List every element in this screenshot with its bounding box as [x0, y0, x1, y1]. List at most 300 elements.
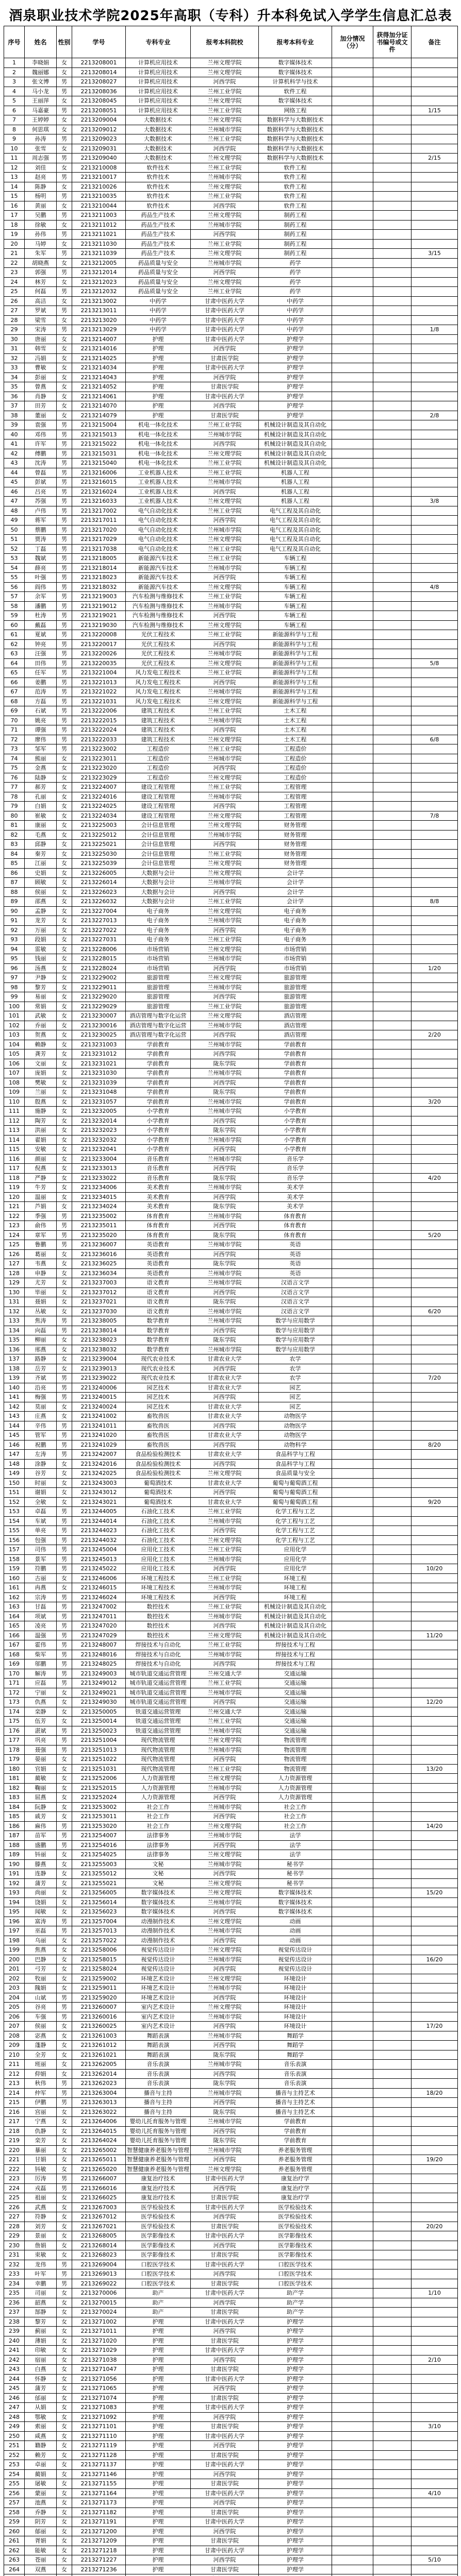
table-row	[4, 525, 458, 535]
table-row	[4, 1698, 458, 1707]
cell-certificate	[373, 392, 411, 401]
cell-target-university: 兰州工业学院	[191, 668, 259, 678]
cell-remarks	[411, 878, 458, 888]
cell-name: 黎芳	[25, 982, 57, 992]
cell-bonus-points	[332, 582, 373, 592]
cell-name: 熊丽	[25, 754, 57, 764]
cell-target-major: 学前教育	[259, 1078, 332, 1088]
cell-student-id: 2213270006	[72, 2289, 126, 2298]
cell-target-major: 音乐学	[259, 1164, 332, 1174]
cell-bonus-points	[332, 506, 373, 516]
table-row	[4, 1745, 458, 1755]
cell-college-major: 护理	[126, 2517, 191, 2527]
cell-gender: 女	[57, 1002, 72, 1011]
cell-college-major: 护理	[126, 2460, 191, 2470]
cell-college-major: 工程造价	[126, 764, 191, 773]
cell-target-major: 数学与应用数学	[259, 1335, 332, 1345]
cell-name: 仰娟	[25, 2069, 57, 2079]
cell-certificate	[373, 697, 411, 706]
cell-gender: 男	[57, 87, 72, 96]
cell-name: 怀静	[25, 2374, 57, 2384]
cell-certificate	[373, 1745, 411, 1755]
cell-target-university: 甘肃医学院	[191, 2393, 259, 2403]
cell-target-major: 车辆工程	[259, 554, 332, 564]
cell-index: 108	[4, 1078, 25, 1088]
cell-name: 苏强	[25, 497, 57, 506]
cell-gender: 女	[57, 2555, 72, 2565]
cell-remarks	[411, 944, 458, 954]
cell-student-id: 2213244014	[72, 1516, 126, 1526]
cell-student-id: 2213271218	[72, 2546, 126, 2555]
cell-college-major: 现代物流管理	[126, 1764, 191, 1774]
cell-student-id: 2213246024	[72, 1592, 126, 1602]
cell-target-major: 电气工程及其自动化	[259, 544, 332, 554]
cell-remarks	[411, 1535, 458, 1545]
cell-name: 蒋军	[25, 516, 57, 526]
cell-target-university: 河西学院	[191, 1755, 259, 1765]
cell-student-id: 2213251022	[72, 1755, 126, 1765]
cell-remarks: 2/10	[411, 2355, 458, 2365]
cell-target-major: 护理学	[259, 2517, 332, 2527]
cell-name: 温丽	[25, 1192, 57, 1202]
cell-student-id: 2213258006	[72, 1945, 126, 1955]
cell-remarks	[411, 706, 458, 716]
cell-remarks: 9/20	[411, 1497, 458, 1507]
table-row	[4, 2098, 458, 2108]
cell-index: 237	[4, 2308, 25, 2317]
cell-target-major: 助产学	[259, 2289, 332, 2298]
cell-target-major: 财务管理	[259, 849, 332, 859]
cell-name: 文丽	[25, 1059, 57, 1069]
cell-bonus-points	[332, 1535, 373, 1545]
cell-remarks	[411, 2241, 458, 2250]
cell-college-major: 建设工程管理	[126, 811, 191, 821]
table-row	[4, 1573, 458, 1583]
cell-target-university: 河西学院	[191, 639, 259, 649]
cell-target-university: 兰州工业学院	[191, 935, 259, 945]
cell-target-university: 甘肃医学院	[191, 411, 259, 420]
cell-bonus-points	[332, 1335, 373, 1345]
cell-gender: 女	[57, 1802, 72, 1812]
cell-certificate	[373, 897, 411, 907]
table-row	[4, 1945, 458, 1955]
cell-college-major: 畜牧兽医	[126, 1440, 191, 1450]
cell-gender: 女	[57, 392, 72, 401]
cell-name: 崔敏	[25, 811, 57, 821]
cell-remarks	[411, 277, 458, 287]
cell-name: 弓芳	[25, 1964, 57, 1974]
table-row	[4, 649, 458, 659]
cell-target-major: 化学工程与工艺	[259, 1516, 332, 1526]
cell-remarks	[411, 1793, 458, 1803]
cell-college-major: 软件技术	[126, 201, 191, 211]
cell-name: 董丽	[25, 411, 57, 420]
table-row	[4, 868, 458, 878]
cell-student-id: 2213209040	[72, 154, 126, 163]
cell-index: 149	[4, 1469, 25, 1479]
cell-student-id: 2213233022	[72, 1173, 126, 1183]
cell-target-major: 制药工程	[259, 230, 332, 240]
cell-name: 鲁鹏	[25, 1240, 57, 1250]
cell-gender: 女	[57, 754, 72, 764]
cell-target-major: 小学教育	[259, 1135, 332, 1145]
cell-gender: 女	[57, 1287, 72, 1297]
cell-college-major: 工程造价	[126, 773, 191, 783]
cell-index: 231	[4, 2250, 25, 2260]
cell-student-id: 2213218005	[72, 554, 126, 564]
cell-index: 56	[4, 582, 25, 592]
cell-target-university: 兰州文理学院	[191, 497, 259, 506]
cell-target-major: 新能源科学与工程	[259, 677, 332, 687]
cell-target-major: 电气工程及其自动化	[259, 506, 332, 516]
cell-bonus-points	[332, 897, 373, 907]
cell-gender: 女	[57, 963, 72, 973]
cell-index: 65	[4, 668, 25, 678]
cell-name: 白燕	[25, 2365, 57, 2375]
cell-index: 11	[4, 154, 25, 163]
cell-bonus-points	[332, 173, 373, 182]
cell-remarks	[411, 1240, 458, 1250]
cell-target-university: 兰州文理学院	[191, 735, 259, 744]
cell-name: 唐丽	[25, 334, 57, 344]
cell-name: 李晓娟	[25, 58, 57, 68]
cell-college-major: 机电一体化技术	[126, 459, 191, 468]
cell-index: 123	[4, 1221, 25, 1231]
cell-student-id: 2213236007	[72, 1240, 126, 1250]
cell-college-major: 英语教育	[126, 1268, 191, 1278]
cell-college-major: 大数据与会计	[126, 878, 191, 888]
cell-target-major: 酒店管理	[259, 1021, 332, 1030]
cell-certificate	[373, 211, 411, 221]
cell-index: 2	[4, 67, 25, 77]
cell-index: 145	[4, 1431, 25, 1440]
cell-index: 74	[4, 754, 25, 764]
cell-bonus-points	[332, 1478, 373, 1488]
cell-bonus-points	[332, 1287, 373, 1297]
cell-gender: 女	[57, 115, 72, 125]
cell-index: 232	[4, 2260, 25, 2269]
cell-remarks: 13/20	[411, 1764, 458, 1774]
cell-certificate	[373, 1669, 411, 1679]
table-row	[4, 1030, 458, 1040]
cell-name: 胡晓燕	[25, 258, 57, 268]
table-row	[4, 2565, 458, 2574]
cell-college-major: 软件技术	[126, 192, 191, 201]
cell-name: 白娟	[25, 802, 57, 811]
cell-name: 官娟	[25, 1764, 57, 1774]
cell-index: 78	[4, 792, 25, 802]
cell-student-id: 2213230007	[72, 1011, 126, 1021]
table-row	[4, 1936, 458, 1945]
cell-target-major: 播音与主持艺术	[259, 2088, 332, 2098]
cell-target-major: 工程管理	[259, 802, 332, 811]
cell-target-university: 兰州工业学院	[191, 1640, 259, 1650]
cell-college-major: 音乐教育	[126, 1154, 191, 1164]
cell-college-major: 软件技术	[126, 182, 191, 192]
table-row	[4, 1583, 458, 1593]
cell-remarks	[411, 459, 458, 468]
cell-gender: 女	[57, 1717, 72, 1726]
cell-index: 124	[4, 1230, 25, 1240]
cell-bonus-points	[332, 1669, 373, 1679]
cell-index: 115	[4, 1145, 25, 1155]
cell-index: 113	[4, 1126, 25, 1136]
cell-target-university: 甘肃农业大学	[191, 1450, 259, 1460]
cell-college-major: 护理	[126, 2422, 191, 2432]
cell-target-university: 河西学院	[191, 201, 259, 211]
cell-certificate	[373, 1126, 411, 1136]
cell-remarks	[411, 1907, 458, 1917]
cell-target-university: 兰州文理学院	[191, 973, 259, 983]
cell-gender: 女	[57, 906, 72, 916]
cell-target-university: 陇东学院	[191, 1059, 259, 1069]
cell-name: 仇静	[25, 2126, 57, 2136]
cell-name: 戴磊	[25, 620, 57, 630]
cell-college-major: 食品检验检测技术	[126, 1469, 191, 1479]
cell-student-id: 2213218014	[72, 563, 126, 573]
cell-target-major: 护理学	[259, 2393, 332, 2403]
cell-gender: 女	[57, 258, 72, 268]
cell-name: 郭强	[25, 268, 57, 278]
cell-certificate	[373, 1516, 411, 1526]
cell-index: 170	[4, 1669, 25, 1679]
cell-bonus-points	[332, 2527, 373, 2536]
cell-certificate	[373, 1831, 411, 1841]
cell-gender: 男	[57, 1993, 72, 2003]
cell-index: 210	[4, 2050, 25, 2060]
cell-bonus-points	[332, 783, 373, 792]
cell-certificate	[373, 163, 411, 173]
cell-gender: 男	[57, 430, 72, 439]
cell-certificate	[373, 1583, 411, 1593]
cell-remarks	[411, 2250, 458, 2260]
cell-target-university: 兰州城市学院	[191, 1926, 259, 1936]
cell-college-major: 数学教育	[126, 1326, 191, 1335]
cell-remarks	[411, 144, 458, 154]
cell-bonus-points	[332, 1259, 373, 1269]
cell-index: 200	[4, 1955, 25, 1964]
cell-certificate	[373, 620, 411, 630]
cell-bonus-points	[332, 2136, 373, 2146]
cell-name: 印敏	[25, 2346, 57, 2355]
table-row	[4, 58, 458, 68]
cell-bonus-points	[332, 1221, 373, 1231]
cell-student-id: 2213236025	[72, 1259, 126, 1269]
cell-college-major: 食品检验检测技术	[126, 1450, 191, 1460]
cell-target-major: 数字媒体技术	[259, 1888, 332, 1898]
cell-index: 48	[4, 506, 25, 516]
cell-student-id: 2213247002	[72, 1602, 126, 1612]
cell-gender: 女	[57, 925, 72, 935]
cell-name: 宁燕	[25, 2117, 57, 2127]
cell-index: 7	[4, 115, 25, 125]
cell-certificate	[373, 1364, 411, 1374]
cell-target-major: 汉语言文学	[259, 1307, 332, 1316]
cell-bonus-points	[332, 1774, 373, 1784]
cell-college-major: 社会工作	[126, 1802, 191, 1812]
cell-college-major: 药品质量与安全	[126, 258, 191, 268]
cell-remarks	[411, 2431, 458, 2441]
cell-remarks	[411, 1679, 458, 1688]
cell-gender: 男	[57, 735, 72, 744]
cell-target-major: 护理学	[259, 2431, 332, 2441]
cell-student-id: 2213209012	[72, 125, 126, 134]
cell-target-major: 机器人工程	[259, 478, 332, 487]
cell-index: 202	[4, 1974, 25, 1984]
cell-certificate	[373, 639, 411, 649]
cell-index: 57	[4, 592, 25, 602]
cell-gender: 女	[57, 201, 72, 211]
cell-student-id: 2213271119	[72, 2441, 126, 2451]
cell-remarks	[411, 1936, 458, 1945]
cell-index: 61	[4, 630, 25, 640]
cell-target-major: 农学	[259, 1364, 332, 1374]
cell-student-id: 2213224025	[72, 802, 126, 811]
table-row	[4, 830, 458, 840]
cell-college-major: 学前教育	[126, 1040, 191, 1049]
cell-college-major: 现代物流管理	[126, 1755, 191, 1765]
cell-target-major: 口腔医学技术	[259, 2279, 332, 2289]
cell-remarks	[411, 2279, 458, 2289]
cell-bonus-points	[332, 1202, 373, 1212]
cell-college-major: 智慧健康养老服务与管理	[126, 2164, 191, 2174]
cell-name: 双燕	[25, 2565, 57, 2574]
cell-bonus-points	[332, 1888, 373, 1898]
cell-name: 班丽	[25, 2060, 57, 2070]
cell-gender: 男	[57, 468, 72, 478]
cell-target-major: 护理学	[259, 2403, 332, 2413]
cell-college-major: 美术教育	[126, 1183, 191, 1193]
cell-certificate	[373, 2346, 411, 2355]
cell-student-id: 2213260007	[72, 2003, 126, 2012]
cell-gender: 女	[57, 277, 72, 287]
cell-target-university: 兰州文理学院	[191, 96, 259, 106]
table-row	[4, 658, 458, 668]
cell-certificate	[373, 811, 411, 821]
cell-remarks	[411, 1592, 458, 1602]
cell-certificate	[373, 859, 411, 869]
cell-remarks	[411, 1736, 458, 1745]
cell-target-major: 新能源科学与工程	[259, 639, 332, 649]
cell-target-university: 兰州工业学院	[191, 630, 259, 640]
cell-name: 梁雪	[25, 315, 57, 325]
cell-target-university: 兰州文理学院	[191, 821, 259, 831]
cell-remarks	[411, 2107, 458, 2117]
cell-gender: 男	[57, 1230, 72, 1240]
table-row	[4, 878, 458, 888]
cell-college-major: 体育教育	[126, 1221, 191, 1231]
cell-certificate	[373, 2384, 411, 2394]
table-row	[4, 2060, 458, 2070]
cell-student-id: 2213216024	[72, 487, 126, 497]
cell-college-major: 社会工作	[126, 1821, 191, 1831]
cell-target-university: 兰州城市学院	[191, 878, 259, 888]
cell-certificate	[373, 963, 411, 973]
cell-name: 殷燕	[25, 1097, 57, 1107]
cell-remarks	[411, 1583, 458, 1593]
cell-index: 105	[4, 1049, 25, 1059]
cell-remarks	[411, 1450, 458, 1460]
cell-index: 49	[4, 516, 25, 526]
cell-target-university: 兰州工业学院	[191, 592, 259, 602]
table-row	[4, 859, 458, 869]
cell-target-major: 护理学	[259, 363, 332, 373]
cell-remarks	[411, 306, 458, 316]
cell-college-major: 焊接技术与自动化	[126, 1640, 191, 1650]
table-row	[4, 1726, 458, 1736]
table-row	[4, 106, 458, 115]
cell-name: 薄娟	[25, 2336, 57, 2346]
cell-bonus-points	[332, 2079, 373, 2089]
cell-target-major: 新能源科学与工程	[259, 668, 332, 678]
cell-target-major: 护理学	[259, 2479, 332, 2489]
cell-gender: 女	[57, 935, 72, 945]
cell-remarks	[411, 2126, 458, 2136]
table-row	[4, 2308, 458, 2317]
table-row	[4, 1297, 458, 1307]
cell-index: 131	[4, 1297, 25, 1307]
cell-gender: 女	[57, 2498, 72, 2508]
cell-bonus-points	[332, 134, 373, 144]
cell-index: 142	[4, 1402, 25, 1412]
cell-remarks	[411, 697, 458, 706]
cell-college-major: 学前教育	[126, 1097, 191, 1107]
cell-student-id: 2213241002	[72, 1412, 126, 1421]
cell-target-major: 数字媒体技术	[259, 1897, 332, 1907]
cell-name: 汪强	[25, 649, 57, 659]
cell-gender: 女	[57, 1859, 72, 1869]
cell-student-id: 2213271227	[72, 2555, 126, 2565]
cell-name: 樊敏	[25, 1078, 57, 1088]
cell-gender: 女	[57, 830, 72, 840]
cell-gender: 女	[57, 1469, 72, 1479]
cell-gender: 女	[57, 363, 72, 373]
table-row	[4, 2384, 458, 2394]
table-row	[4, 1088, 458, 1097]
cell-index: 8	[4, 125, 25, 134]
cell-student-id: 2213271191	[72, 2517, 126, 2527]
table-row	[4, 1450, 458, 1460]
cell-name: 贾涛	[25, 535, 57, 545]
cell-index: 42	[4, 449, 25, 459]
cell-college-major: 助产	[126, 2308, 191, 2317]
cell-gender: 女	[57, 1488, 72, 1498]
cell-remarks	[411, 1878, 458, 1888]
cell-index: 226	[4, 2202, 25, 2212]
cell-target-major: 数字媒体技术	[259, 67, 332, 77]
cell-target-major: 动画	[259, 1926, 332, 1936]
cell-college-major: 畜牧兽医	[126, 1412, 191, 1421]
cell-gender: 女	[57, 1869, 72, 1879]
cell-certificate	[373, 315, 411, 325]
table-row	[4, 1650, 458, 1659]
cell-bonus-points	[332, 1640, 373, 1650]
cell-target-major: 护理学	[259, 2555, 332, 2565]
cell-gender: 男	[57, 2098, 72, 2108]
cell-college-major: 学前教育	[126, 1049, 191, 1059]
cell-index: 40	[4, 430, 25, 439]
table-row	[4, 735, 458, 744]
cell-target-university: 河西学院	[191, 1459, 259, 1469]
cell-name: 解涛	[25, 1669, 57, 1679]
cell-name: 吕亮	[25, 487, 57, 497]
cell-index: 187	[4, 1831, 25, 1841]
cell-name: 谢娟	[25, 1488, 57, 1498]
cell-name: 古丽	[25, 1573, 57, 1583]
cell-remarks	[411, 220, 458, 230]
cell-target-university: 甘肃中医药大学	[191, 2431, 259, 2441]
cell-remarks	[411, 1287, 458, 1297]
